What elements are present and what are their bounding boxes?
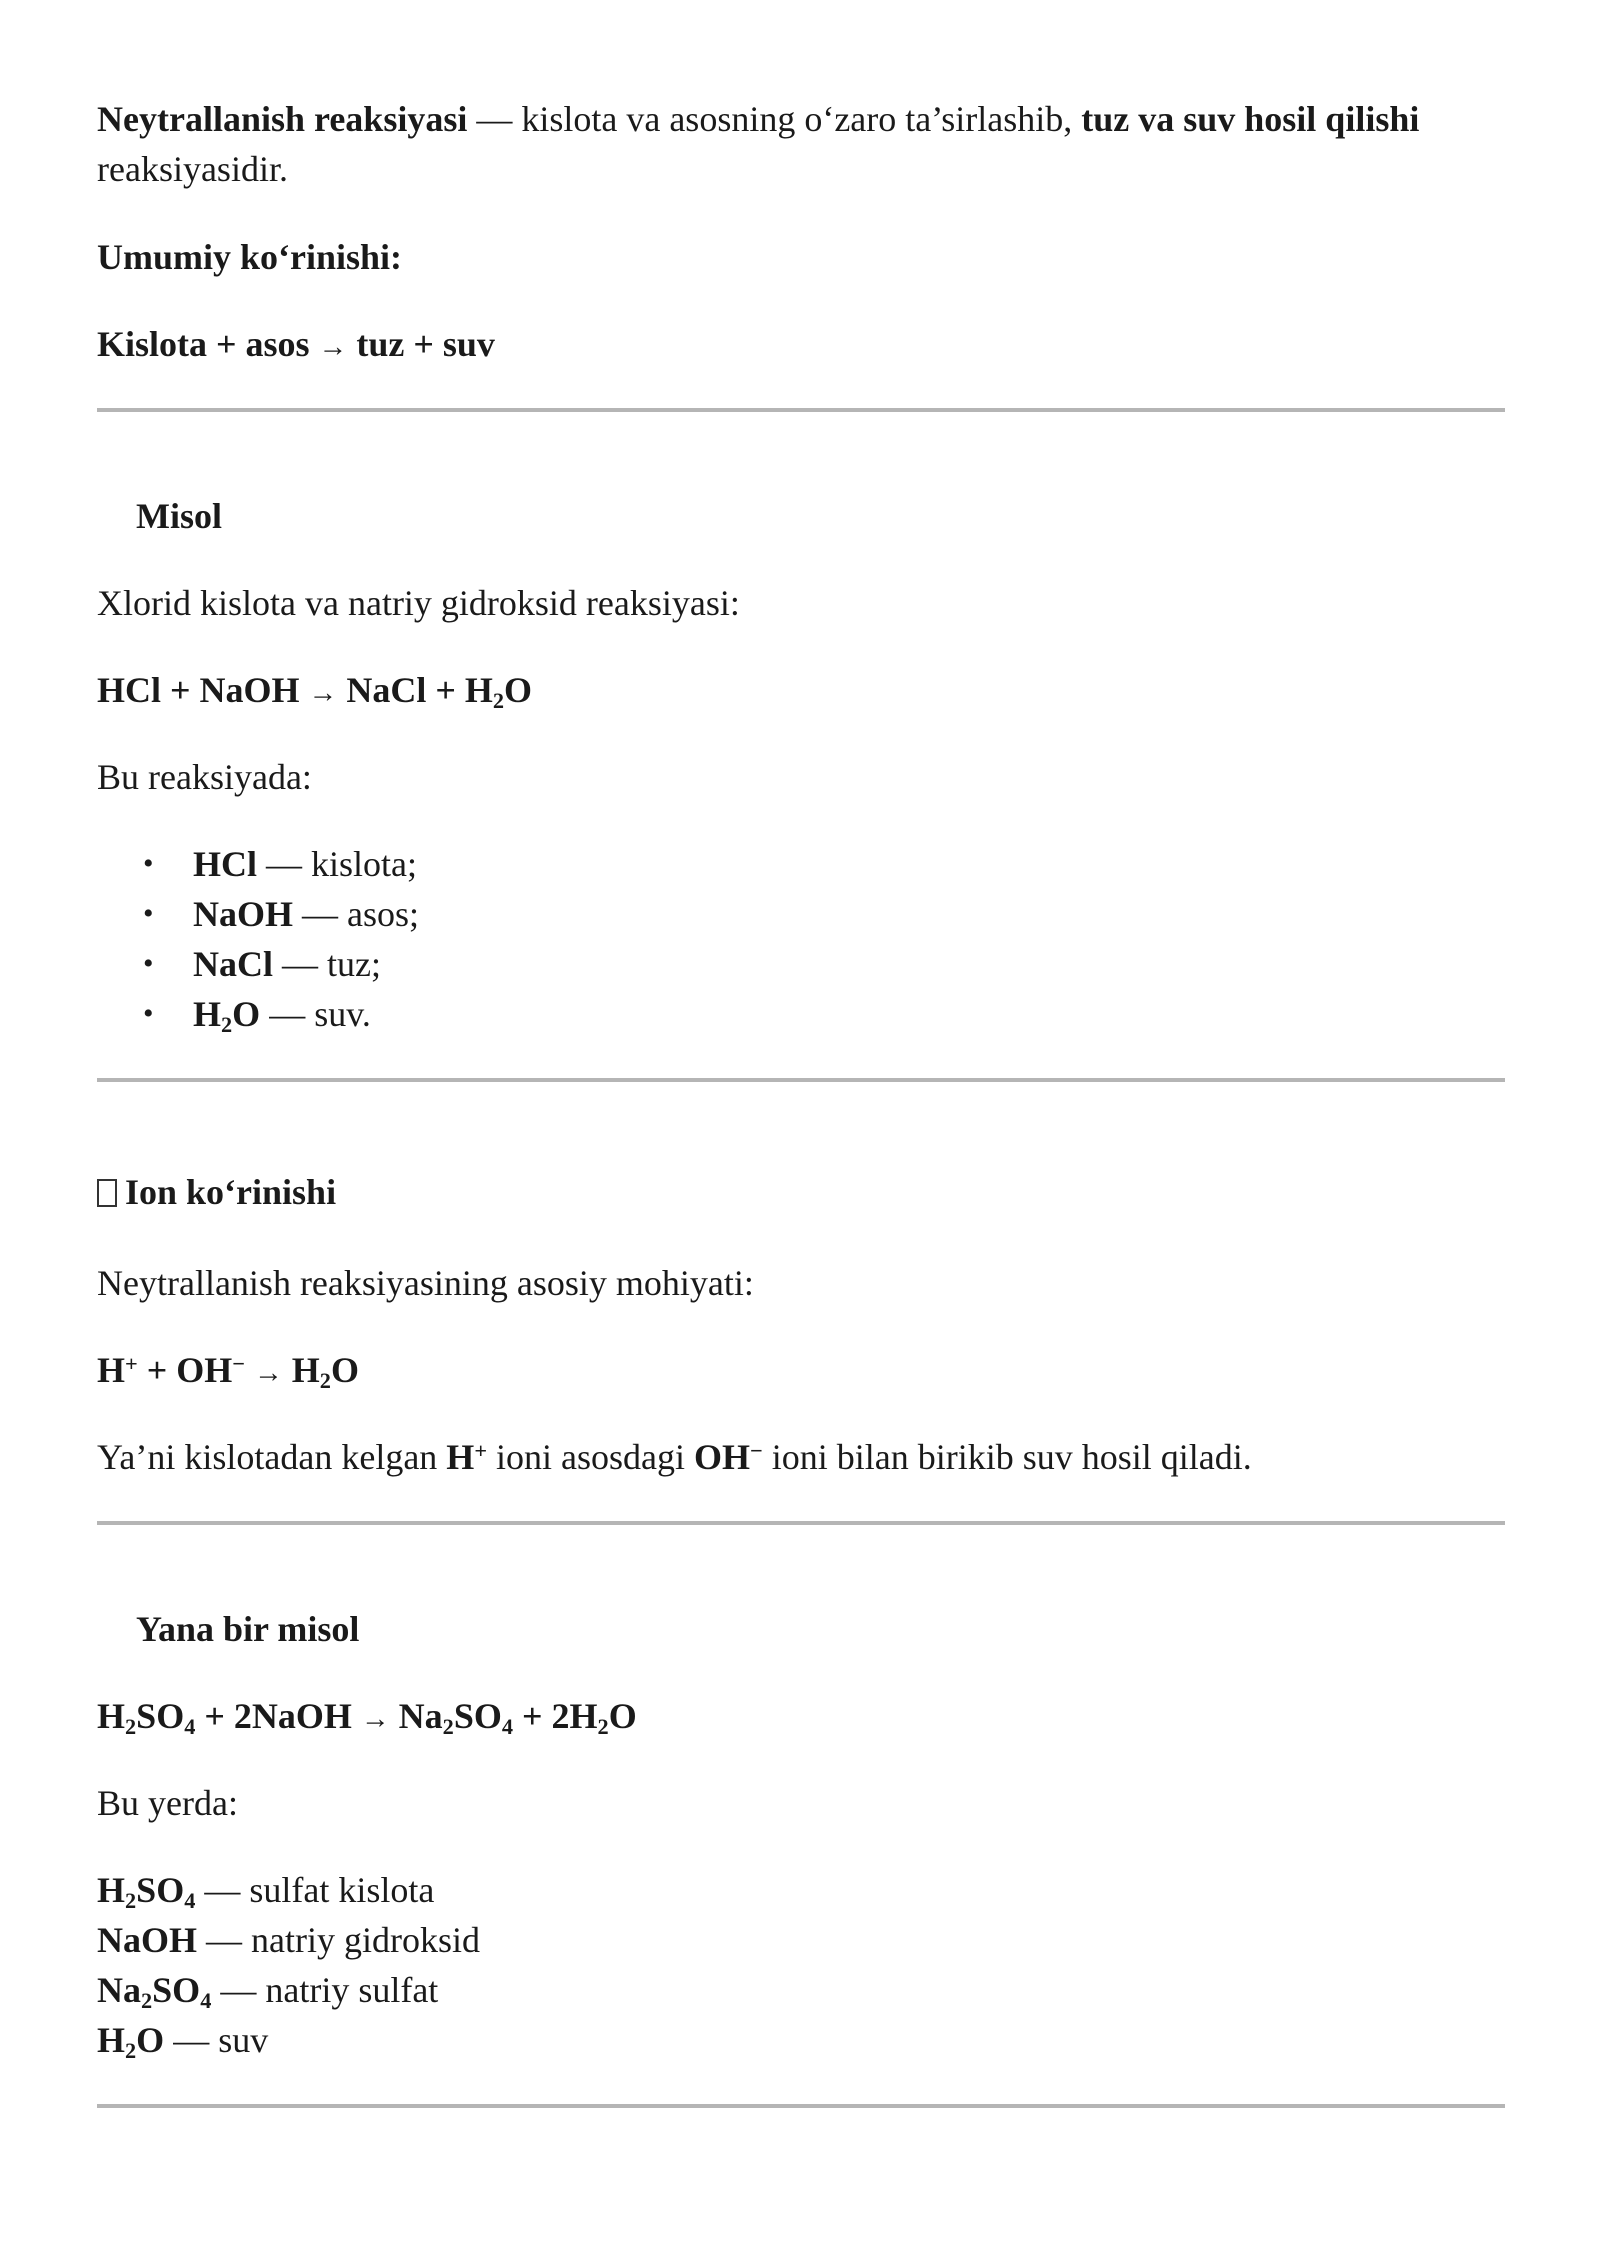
ion-equation: $H^+ + OH^- \to H_2O$ bbox=[97, 1350, 359, 1394]
definition-text: — kislota va asosning o‘zaro ta’sirlashib, bbox=[467, 99, 1082, 139]
list-item: • NaOH — asos; bbox=[97, 889, 997, 939]
example2-components bbox=[97, 1865, 1507, 2065]
example-equation: HCl + NaOH → NaCl + $H_2O$ bbox=[97, 670, 533, 714]
example-description: Xlorid kislota va natriy gidroksid reaksiyasi: bbox=[97, 583, 740, 623]
missing-glyph-icon bbox=[97, 1179, 117, 1207]
divider bbox=[97, 2104, 1505, 2108]
bullet-icon: • bbox=[143, 847, 154, 880]
arrow-icon: → bbox=[360, 1703, 390, 1735]
divider bbox=[97, 408, 1505, 412]
definition-paragraph bbox=[97, 94, 1507, 194]
divider bbox=[97, 1078, 1505, 1082]
definition-bold-end: tuz va suv hosil qilishi bbox=[1081, 99, 1420, 139]
example2-heading: Yana bir misol bbox=[136, 1609, 360, 1649]
arrow-icon: → bbox=[253, 1357, 283, 1389]
example2-intro: Bu yerda: bbox=[97, 1783, 238, 1823]
example-heading: Misol bbox=[136, 496, 222, 536]
bullet-icon: • bbox=[143, 897, 154, 930]
general-heading: Umumiy ko‘rinishi: bbox=[97, 237, 403, 277]
general-equation: Kislota + asos → tuz + suv bbox=[97, 324, 495, 364]
ion-description: Neytrallanish reaksiyasining asosiy mohiyati: bbox=[97, 1263, 754, 1303]
bullet-icon: • bbox=[143, 947, 154, 980]
component-line: $H_2O$ — suv bbox=[97, 2020, 269, 2064]
component-line: $H_2SO_4$ — sulfat kislota bbox=[97, 1870, 435, 1914]
component-line: $Na_2SO_4$ — natriy sulfat bbox=[97, 1970, 439, 2014]
arrow-icon: → bbox=[318, 331, 348, 363]
bullet-icon: • bbox=[143, 997, 154, 1030]
component-line: NaOH — natriy gidroksid bbox=[97, 1920, 480, 1960]
list-item: • $H_2O$ — suv. bbox=[97, 989, 997, 1039]
ion-heading: Ion ko‘rinishi bbox=[97, 1167, 1507, 1217]
example2-equation: $H_2SO_4$ + 2NaOH → $Na_2SO_4 + 2H_2O$ bbox=[97, 1696, 637, 1740]
definition-term: Neytrallanish reaksiyasi bbox=[97, 99, 468, 139]
arrow-icon: → bbox=[308, 677, 338, 709]
example-intro: Bu reaksiyada: bbox=[97, 757, 312, 797]
reaction-components-list bbox=[97, 839, 997, 1039]
divider bbox=[97, 1521, 1505, 1525]
ion-explanation: Ya’ni kislotadan kelgan H+ ioni asosdagi OH− ioni bilan birikib suv hosil qiladi. bbox=[97, 1437, 1252, 1477]
definition-line2: reaksiyasidir. bbox=[97, 149, 288, 189]
list-item: • NaCl — tuz; bbox=[97, 939, 997, 989]
list-item: • HCl — kislota; bbox=[97, 839, 997, 889]
